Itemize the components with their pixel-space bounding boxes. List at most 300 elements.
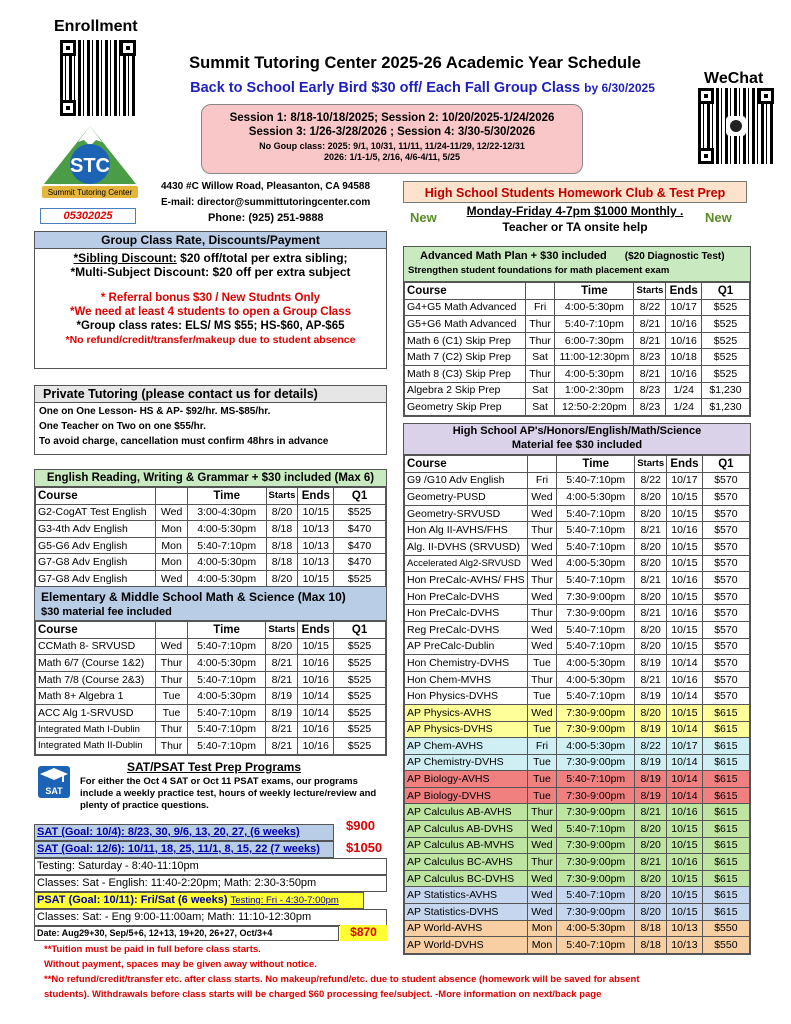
price-cell: $615 (702, 704, 749, 721)
price-cell: $470 (334, 554, 386, 571)
course-cell: G4+G5 Math Advanced (405, 299, 526, 316)
price-cell: $615 (702, 754, 749, 771)
mountain-logo-icon (38, 122, 142, 206)
end-cell: 10/15 (667, 489, 703, 506)
table-row[interactable] (405, 489, 750, 506)
day-cell: Thur (527, 671, 557, 688)
table-row[interactable] (405, 522, 750, 539)
course-cell: Geometry-SRVUSD (405, 505, 528, 522)
time-cell: 4:00-5:30pm (557, 555, 635, 572)
early-bird-text: Back to School Early Bird $30 off/ Each Fall Group Class (190, 80, 581, 96)
hw-club-title: High School Students Homework Club & Test Prep (403, 181, 747, 203)
end-cell: 10/16 (667, 854, 703, 871)
day-cell: Wed (527, 538, 557, 555)
table-row[interactable] (36, 738, 386, 755)
elem-math-table (35, 621, 386, 755)
course-cell: Integrated Math II-Dublin (36, 738, 156, 755)
price-cell: $550 (702, 920, 749, 937)
end-cell: 10/14 (298, 688, 334, 705)
price-cell: $615 (702, 887, 749, 904)
start-cell: 8/19 (635, 688, 667, 705)
group-rate-title: Group Class Rate, Discounts/Payment (35, 232, 386, 249)
elem-math-section (34, 586, 387, 756)
course-cell: G3-4th Adv English (36, 521, 156, 538)
day-cell: Mon (527, 920, 557, 937)
end-cell: 10/16 (667, 572, 703, 589)
course-cell: Math 7/8 (Course 2&3) (36, 671, 156, 688)
price-cell: $525 (334, 570, 386, 587)
table-row[interactable] (405, 588, 750, 605)
day-cell: Wed (156, 638, 188, 655)
sat-price-2: $1050 (346, 840, 383, 855)
contact-address: 4430 #C Willow Road, Pleasanton, CA 94588 (161, 181, 371, 192)
contact-phone[interactable]: Phone: (925) 251-9888 (208, 212, 324, 224)
start-cell: 8/19 (635, 721, 667, 738)
course-cell: AP Statistics-AVHS (405, 887, 528, 904)
table-row[interactable] (405, 299, 750, 316)
column-header: Time (187, 488, 266, 505)
column-header: Course (36, 622, 156, 639)
time-cell: 11:00-12:30pm (555, 349, 634, 366)
table-row[interactable] (405, 399, 750, 416)
table-row[interactable] (405, 738, 750, 755)
table-row[interactable] (405, 787, 750, 804)
column-header: Course (405, 283, 526, 300)
column-header: Time (555, 283, 634, 300)
psat-classes: Classes: Sat: - Eng 9:00-11:00am; Math: 11:10-12:30pm (34, 909, 387, 926)
table-row[interactable] (405, 605, 750, 622)
time-cell: 7:30-9:00pm (557, 754, 635, 771)
sat-goal-1 (34, 824, 334, 841)
table-row[interactable] (36, 554, 386, 571)
sat-description: For either the Oct 4 SAT or Oct 11 PSAT exams, our programs include a weekly practice test, hours of weekly lecture/review and plenty of practice questions. (80, 776, 377, 811)
table-row[interactable] (405, 349, 750, 366)
table-row[interactable] (405, 804, 750, 821)
table-row[interactable] (405, 365, 750, 382)
time-cell: 7:30-9:00pm (557, 854, 635, 871)
day-cell: Tue (527, 655, 557, 672)
time-cell: 4:00-5:30pm (187, 655, 266, 672)
start-cell: 8/21 (634, 332, 666, 349)
end-cell: 10/15 (667, 588, 703, 605)
table-row[interactable] (405, 555, 750, 572)
private-tutoring-box (34, 385, 387, 455)
day-cell: Wed (527, 638, 557, 655)
column-header: Course (405, 456, 528, 473)
hs-header (404, 424, 750, 455)
price-cell: $615 (702, 787, 749, 804)
time-cell: 5:40-7:10pm (557, 522, 635, 539)
column-header: Ends (298, 622, 334, 639)
price-cell: $570 (702, 572, 749, 589)
end-cell: 10/15 (667, 704, 703, 721)
table-row[interactable] (405, 837, 750, 854)
end-cell: 10/15 (298, 638, 334, 655)
start-cell: 8/20 (635, 505, 667, 522)
table-row[interactable] (36, 655, 386, 672)
price-cell: $570 (702, 538, 749, 555)
time-cell: 5:40-7:10pm (557, 771, 635, 788)
table-row[interactable] (405, 316, 750, 333)
time-cell: 7:30-9:00pm (557, 787, 635, 804)
time-cell: 5:40-7:10pm (557, 688, 635, 705)
time-cell: 4:00-5:30pm (557, 920, 635, 937)
start-cell: 8/20 (635, 821, 667, 838)
price-cell: $615 (702, 837, 749, 854)
time-cell: 5:40-7:10pm (557, 887, 635, 904)
time-cell: 4:00-5:30pm (557, 489, 635, 506)
time-cell: 5:40-7:10pm (187, 537, 266, 554)
table-row[interactable] (405, 854, 750, 871)
day-cell: Tue (527, 771, 557, 788)
new-badge-left: New (410, 210, 437, 225)
private-line-3: To avoid charge, cancellation must confirm 48hrs in advance (39, 436, 329, 447)
private-line-2: One Teacher on Two on one $55/hr. (39, 421, 206, 432)
time-cell: 7:30-9:00pm (557, 721, 635, 738)
table-row[interactable] (405, 655, 750, 672)
hs-table (404, 455, 750, 954)
column-header: Ends (667, 456, 703, 473)
price-cell: $470 (334, 521, 386, 538)
adv-math-section (403, 246, 751, 417)
start-cell: 8/21 (635, 804, 667, 821)
sibling-discount (35, 251, 386, 265)
price-cell: $525 (701, 365, 749, 382)
column-header: Q1 (334, 622, 386, 639)
column-header (156, 622, 188, 639)
course-cell: AP Chem-AVHS (405, 738, 528, 755)
course-cell: AP Calculus BC-AVHS (405, 854, 528, 871)
day-cell: Tue (156, 704, 188, 721)
start-cell: 8/20 (635, 555, 667, 572)
sessions-box (201, 104, 583, 174)
logo-letters: STC (70, 155, 110, 177)
course-cell: AP World-DVHS (405, 937, 528, 954)
table-row[interactable] (405, 870, 750, 887)
price-cell: $615 (702, 738, 749, 755)
end-cell: 10/16 (298, 738, 334, 755)
table-row[interactable] (405, 937, 750, 954)
end-cell: 10/16 (298, 721, 334, 738)
start-cell: 8/22 (635, 738, 667, 755)
contact-email[interactable]: E-mail: director@summittutoringcenter.com (161, 197, 371, 208)
day-cell: Thur (156, 738, 188, 755)
day-cell: Wed (527, 904, 557, 921)
table-row[interactable] (405, 572, 750, 589)
new-badge-right: New (705, 210, 732, 225)
course-cell: AP Biology-AVHS (405, 771, 528, 788)
day-cell: Mon (156, 554, 188, 571)
course-cell: G5-G6 Adv English (36, 537, 156, 554)
table-row[interactable] (36, 521, 386, 538)
course-cell: Accelerated Alg2-SRVUSD (405, 555, 528, 572)
price-cell: $570 (702, 605, 749, 622)
price-cell: $525 (334, 738, 386, 755)
price-cell: $615 (702, 854, 749, 871)
table-row[interactable] (405, 671, 750, 688)
table-row[interactable] (405, 771, 750, 788)
time-cell: 4:00-5:30pm (557, 671, 635, 688)
course-cell: Hon PreCalc-DVHS (405, 588, 528, 605)
psat-price: $870 (340, 925, 387, 941)
day-cell: Fri (525, 299, 554, 316)
course-cell: AP Biology-DVHS (405, 787, 528, 804)
course-cell: G7-G8 Adv English (36, 570, 156, 587)
end-cell: 1/24 (666, 399, 702, 416)
course-cell: AP Calculus AB-DVHS (405, 821, 528, 838)
start-cell: 8/20 (635, 837, 667, 854)
course-cell: Reg PreCalc-DVHS (405, 621, 528, 638)
day-cell: Tue (527, 754, 557, 771)
start-cell: 8/23 (634, 399, 666, 416)
time-cell: 5:40-7:10pm (557, 638, 635, 655)
day-cell: Wed (527, 704, 557, 721)
table-row[interactable] (405, 621, 750, 638)
column-header: Time (187, 622, 266, 639)
price-cell: $570 (702, 555, 749, 572)
column-header (525, 283, 554, 300)
time-cell: 7:30-9:00pm (557, 870, 635, 887)
time-cell: 6:00-7:30pm (555, 332, 634, 349)
table-row[interactable] (36, 688, 386, 705)
price-cell: $525 (334, 638, 386, 655)
end-cell: 10/16 (667, 671, 703, 688)
logo-name: Summit Tutoring Center (47, 188, 133, 197)
course-cell: AP Statistics-DVHS (405, 904, 528, 921)
price-cell: $1,230 (701, 382, 749, 399)
end-cell: 10/14 (667, 655, 703, 672)
start-cell: 8/20 (635, 638, 667, 655)
end-cell: 10/16 (666, 365, 702, 382)
end-cell: 10/16 (666, 316, 702, 333)
table-row[interactable] (405, 688, 750, 705)
no-class-line-1: No Goup class: 2025: 9/1, 10/31, 11/11, 11/24-11/29, 12/22-12/31 (259, 141, 525, 151)
end-cell: 10/13 (667, 937, 703, 954)
end-cell: 1/24 (666, 382, 702, 399)
day-cell: Thur (156, 721, 188, 738)
diagnostic-test: ($20 Diagnostic Test) (624, 251, 725, 262)
time-cell: 5:40-7:10pm (557, 572, 635, 589)
logo-code: 05302025 (40, 208, 136, 224)
price-cell: $525 (334, 721, 386, 738)
time-cell: 7:30-9:00pm (557, 704, 635, 721)
psat-testing: Testing: Fri - 4:30-7:00pm (230, 895, 339, 906)
price-cell: $615 (702, 870, 749, 887)
table-row[interactable] (405, 887, 750, 904)
early-bird-date: by 6/30/2025 (584, 81, 655, 95)
price-cell: $570 (702, 688, 749, 705)
day-cell: Thur (525, 365, 554, 382)
price-cell: $570 (702, 621, 749, 638)
table-row[interactable] (36, 704, 386, 721)
wechat-qr-code[interactable] (698, 88, 774, 164)
sibling-text: $20 off/total per extra sibling; (176, 251, 348, 265)
time-cell: 5:40-7:10pm (187, 738, 266, 755)
start-cell: 8/21 (634, 316, 666, 333)
price-cell: $570 (702, 638, 749, 655)
table-row[interactable] (405, 472, 750, 489)
table-row[interactable] (405, 638, 750, 655)
elem-math-title: Elementary & Middle School Math & Science (Max 10) (35, 587, 386, 604)
time-cell: 7:30-9:00pm (557, 804, 635, 821)
time-cell: 4:00-5:30pm (557, 738, 635, 755)
end-cell: 10/17 (667, 738, 703, 755)
table-row[interactable] (36, 638, 386, 655)
sat-goal-2-text: SAT (Goal: 12/6): 10/11, 18, 25, 11/1, 8, 15, 22 (7 weeks) (37, 843, 320, 855)
day-cell: Mon (156, 521, 188, 538)
start-cell: 8/23 (634, 349, 666, 366)
group-rate-box (34, 231, 387, 369)
table-row[interactable] (36, 570, 386, 587)
price-cell: $615 (702, 804, 749, 821)
no-class-line-2: 2026: 1/1-1/5, 2/16, 4/6-4/11, 5/25 (323, 152, 461, 162)
day-cell: Tue (527, 721, 557, 738)
end-cell: 10/17 (666, 299, 702, 316)
time-cell: 5:40-7:10pm (187, 721, 266, 738)
price-cell: $525 (701, 299, 749, 316)
table-row[interactable] (405, 538, 750, 555)
day-cell: Tue (527, 688, 557, 705)
english-table (35, 487, 386, 588)
course-cell: Hon PreCalc-AVHS/ FHS (405, 572, 528, 589)
time-cell: 5:40-7:10pm (187, 704, 266, 721)
psat-goal-text: PSAT (Goal: 10/11): Fri/Sat (6 weeks) (37, 894, 228, 906)
start-cell: 8/20 (635, 870, 667, 887)
column-header: Starts (266, 488, 298, 505)
course-cell: ACC Alg 1-SRVUSD (36, 704, 156, 721)
end-cell: 10/15 (667, 538, 703, 555)
day-cell: Wed (527, 621, 557, 638)
table-row[interactable] (405, 920, 750, 937)
column-header: Ends (298, 488, 334, 505)
price-cell: $570 (702, 588, 749, 605)
day-cell: Wed (527, 489, 557, 506)
column-header: Starts (266, 622, 298, 639)
course-cell: Hon Chem-MVHS (405, 671, 528, 688)
day-cell: Mon (527, 937, 557, 954)
day-cell: Sat (525, 382, 554, 399)
start-cell: 8/21 (266, 671, 298, 688)
wechat-label: WeChat (704, 70, 764, 87)
end-cell: 10/16 (298, 655, 334, 672)
sessions-line-2: Session 3: 1/26-3/28/2026 ; Session 4: 3/30-5/30/2026 (248, 126, 536, 138)
footer-note-3: **No refund/credit/transfer etc. after class starts. No makeup/refund/etc. due to student absence (homework will be saved for absent (44, 974, 640, 985)
hs-section (403, 423, 751, 955)
day-cell: Wed (527, 505, 557, 522)
table-row[interactable] (36, 504, 386, 521)
table-row[interactable] (405, 904, 750, 921)
time-cell: 5:40-7:10pm (557, 505, 635, 522)
multi-subject-discount: *Multi-Subject Discount: $20 off per extra subject (70, 265, 351, 279)
price-cell: $525 (701, 316, 749, 333)
end-cell: 10/13 (298, 554, 334, 571)
price-cell: $615 (702, 721, 749, 738)
day-cell: Wed (527, 887, 557, 904)
page-subtitle (150, 80, 695, 96)
start-cell: 8/22 (635, 472, 667, 489)
price-cell: $470 (334, 537, 386, 554)
start-cell: 8/18 (635, 937, 667, 954)
end-cell: 10/14 (667, 754, 703, 771)
time-cell: 5:40-7:10pm (557, 472, 635, 489)
day-cell: Sat (525, 349, 554, 366)
table-row[interactable] (36, 721, 386, 738)
start-cell: 8/20 (635, 538, 667, 555)
course-cell: Math 8+ Algebra 1 (36, 688, 156, 705)
price-cell: $615 (702, 821, 749, 838)
start-cell: 8/21 (266, 738, 298, 755)
start-cell: 8/20 (635, 489, 667, 506)
time-cell: 5:40-7:10pm (557, 937, 635, 954)
enrollment-qr-code[interactable] (60, 40, 136, 116)
course-cell: AP Physics-DVHS (405, 721, 528, 738)
day-cell: Wed (527, 837, 557, 854)
day-cell: Thur (525, 316, 554, 333)
day-cell: Mon (156, 537, 188, 554)
min-students: *We need at least 4 students to open a Group Class (70, 306, 351, 318)
time-cell: 4:00-5:30pm (555, 365, 634, 382)
day-cell: Tue (156, 688, 188, 705)
price-cell: $1,230 (701, 399, 749, 416)
graduation-cap-icon (38, 766, 70, 798)
start-cell: 8/19 (635, 754, 667, 771)
column-header: Time (557, 456, 635, 473)
end-cell: 10/16 (666, 332, 702, 349)
group-rates: *Group class rates: ELS/ MS $55; HS-$60, AP-$65 (76, 320, 345, 332)
sat-icon-label: SAT (45, 786, 63, 796)
course-cell: Math 7 (C2) Skip Prep (405, 349, 526, 366)
course-cell: Math 8 (C3) Skip Prep (405, 365, 526, 382)
table-row[interactable] (405, 721, 750, 738)
start-cell: 8/21 (635, 605, 667, 622)
column-header: Q1 (701, 283, 749, 300)
private-tutoring-title: Private Tutoring (please contact us for details) (35, 386, 386, 403)
table-row[interactable] (405, 704, 750, 721)
wechat-icon (726, 116, 746, 136)
time-cell: 7:30-9:00pm (557, 837, 635, 854)
footer-note-1: **Tuition must be paid in full before class starts. (44, 944, 261, 955)
start-cell: 8/19 (266, 704, 298, 721)
column-header (156, 488, 188, 505)
day-cell: Thur (156, 671, 188, 688)
end-cell: 10/15 (667, 887, 703, 904)
table-row[interactable] (405, 382, 750, 399)
table-row[interactable] (405, 754, 750, 771)
end-cell: 10/15 (667, 904, 703, 921)
start-cell: 8/19 (266, 688, 298, 705)
end-cell: 10/15 (667, 505, 703, 522)
time-cell: 4:00-5:30pm (555, 299, 634, 316)
course-cell: Hon PreCalc-DVHS (405, 605, 528, 622)
table-row[interactable] (405, 505, 750, 522)
column-header: Starts (634, 283, 666, 300)
table-row[interactable] (405, 821, 750, 838)
price-cell: $525 (701, 332, 749, 349)
course-cell: Math 6/7 (Course 1&2) (36, 655, 156, 672)
start-cell: 8/20 (635, 621, 667, 638)
column-header: Course (36, 488, 156, 505)
table-header-row (405, 283, 750, 300)
table-row[interactable] (36, 671, 386, 688)
adv-math-subtitle: Strengthen student foundations for math placement exam (408, 265, 670, 276)
start-cell: 8/20 (635, 904, 667, 921)
sat-goal-1-text: SAT (Goal: 10/4): 8/23, 30, 9/6, 13, 20, 27, (6 weeks) (37, 826, 300, 838)
day-cell: Wed (527, 821, 557, 838)
table-row[interactable] (36, 537, 386, 554)
table-row[interactable] (405, 332, 750, 349)
start-cell: 8/18 (266, 554, 298, 571)
course-cell: AP World-AVHS (405, 920, 528, 937)
